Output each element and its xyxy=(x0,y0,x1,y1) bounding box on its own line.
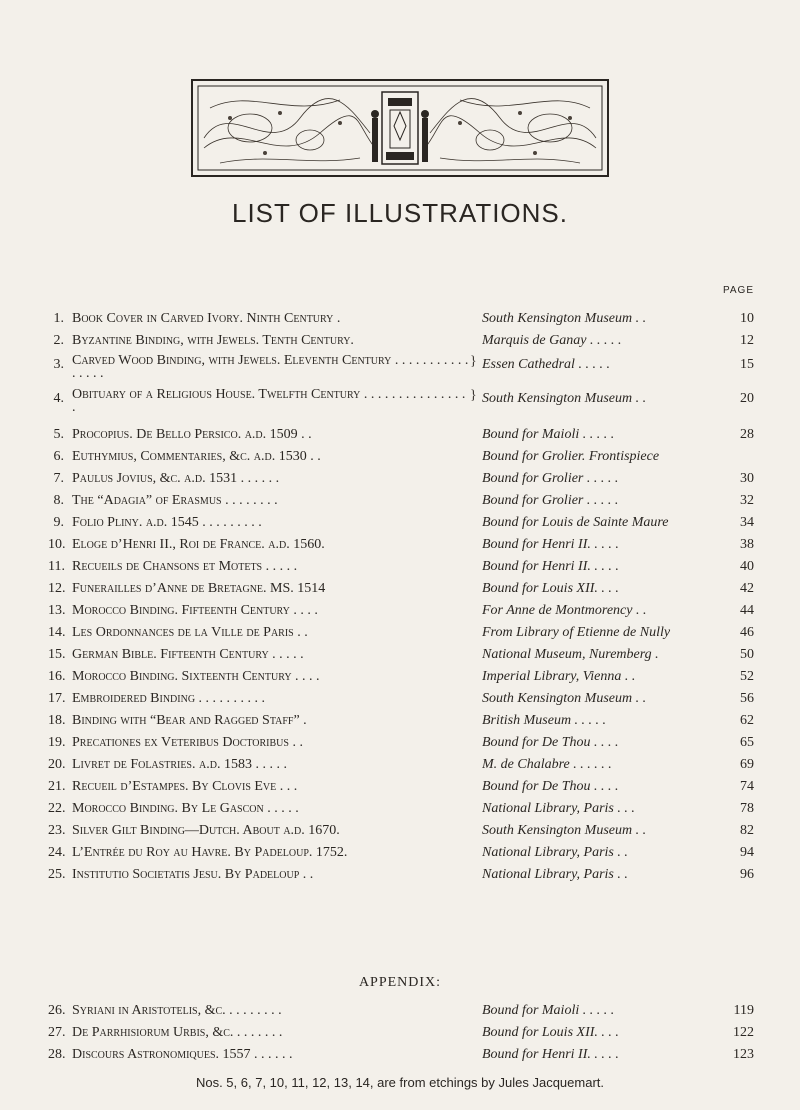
item-page: 42 xyxy=(740,581,754,596)
item-number: 3 . xyxy=(48,357,64,373)
item-number: 4 . xyxy=(48,391,64,407)
item-page: 50 xyxy=(740,647,754,662)
item-number: 6 . xyxy=(48,449,64,465)
item-page: 69 xyxy=(740,757,754,772)
item-title: Euthymius, Commentaries, &c. a.d. 1530 . . xyxy=(72,449,321,464)
item-source: M. de Chalabre . . . . . . xyxy=(482,757,612,772)
item-title: Carved Wood Binding, with Jewels. Eleventh Century . . . . . . . . . . . . . . . . xyxy=(72,354,469,380)
item-number: 21 . xyxy=(48,779,64,795)
item-title: Recueils de Chansons et Motets . . . . . xyxy=(72,559,298,574)
item-page: 62 xyxy=(740,713,754,728)
item-source: Bound for Louis XII. . . . xyxy=(482,1025,619,1040)
item-number: 24 . xyxy=(48,845,64,861)
item-number: 11 . xyxy=(48,559,64,575)
item-page: 56 xyxy=(740,691,754,706)
item-page: 20 xyxy=(740,391,754,406)
item-title: The “Adagia” of Erasmus . . . . . . . . xyxy=(72,493,278,508)
item-page: 12 xyxy=(740,333,754,348)
item-number: 15 . xyxy=(48,647,64,663)
item-number: 18 . xyxy=(48,713,64,729)
footnote: Nos. 5, 6, 7, 10, 11, 12, 13, 14, are from etchings by Jules Jacquemart. xyxy=(195,1075,605,1090)
item-source: South Kensington Museum . . xyxy=(482,691,647,706)
appendix-heading: APPENDIX: xyxy=(358,975,442,990)
item-title: Morocco Binding. By Le Gascon . . . . . xyxy=(72,801,299,816)
item-page: 38 xyxy=(740,537,754,552)
item-source: Bound for De Thou . . . . xyxy=(482,779,619,794)
item-source: Bound for Henri II. . . . . xyxy=(482,1047,619,1062)
item-source: Bound for Maioli . . . . . xyxy=(482,427,615,442)
item-source: Essen Cathedral . . . . . xyxy=(482,357,610,372)
item-source: Bound for Maioli . . . . . xyxy=(482,1003,615,1018)
item-number: 16 . xyxy=(48,669,64,685)
item-title: Recueil d’Estampes. By Clovis Eve . . . xyxy=(72,779,298,794)
item-page: 96 xyxy=(740,867,754,882)
item-number: 19 . xyxy=(48,735,64,751)
item-page: 46 xyxy=(740,625,754,640)
item-title: Morocco Binding. Fifteenth Century . . . . xyxy=(72,603,318,618)
item-title: Book Cover in Carved Ivory. Ninth Century . xyxy=(72,311,341,326)
item-page: 32 xyxy=(740,493,754,508)
item-source: Imperial Library, Vienna . . xyxy=(482,669,636,684)
item-page: 119 xyxy=(733,1003,754,1018)
item-page: 94 xyxy=(740,845,754,860)
item-number: 14 . xyxy=(48,625,64,641)
item-number: 7 . xyxy=(48,471,64,487)
item-number: 8 . xyxy=(48,493,64,509)
item-number: 9 . xyxy=(48,515,64,531)
item-source: National Museum, Nuremberg . xyxy=(482,647,659,662)
item-source: For Anne de Montmorency . . xyxy=(482,603,647,618)
item-number: 27 . xyxy=(48,1025,64,1041)
item-title: German Bible. Fifteenth Century . . . . . xyxy=(72,647,304,662)
item-number: 25 . xyxy=(48,867,64,883)
item-page: 78 xyxy=(740,801,754,816)
item-source: Bound for Henri II. . . . . xyxy=(482,559,619,574)
item-source: Bound for Louis XII. . . . xyxy=(482,581,619,596)
item-page: 122 xyxy=(733,1025,754,1040)
item-source: Bound for Grolier. Frontispiece xyxy=(482,449,660,464)
item-title: Syriani in Aristotelis, &c. . . . . . . . . xyxy=(72,1003,282,1018)
item-title: Livret de Folastries. a.d. 1583 . . . . . xyxy=(72,757,287,772)
item-number: 13 . xyxy=(48,603,64,619)
item-title: Silver Gilt Binding—Dutch. About a.d. 1670. xyxy=(72,823,340,838)
item-source: South Kensington Museum . . xyxy=(482,823,647,838)
page-title: LIST OF ILLUSTRATIONS. xyxy=(232,198,568,228)
item-title: Procopius. De Bello Persico. a.d. 1509 . . xyxy=(72,427,312,442)
item-title: Les Ordonnances de la Ville de Paris . . xyxy=(72,625,308,640)
item-title: De Parrhisiorum Urbis, &c. . . . . . . . xyxy=(72,1025,283,1040)
item-page: 65 xyxy=(740,735,754,750)
brace-glyph: } xyxy=(470,388,477,403)
item-page: 34 xyxy=(740,515,754,530)
item-source: South Kensington Museum . . xyxy=(482,391,647,406)
item-source: Bound for Grolier . . . . . xyxy=(482,471,619,486)
item-source: National Library, Paris . . . xyxy=(482,801,635,816)
item-source: From Library of Etienne de Nully xyxy=(482,625,671,640)
item-number: 26 . xyxy=(48,1003,64,1019)
item-page: 28 xyxy=(740,427,754,442)
item-number: 5 . xyxy=(48,427,64,443)
item-page: 30 xyxy=(740,471,754,486)
item-page: 82 xyxy=(740,823,754,838)
item-number: 22 . xyxy=(48,801,64,817)
item-number: 2 . xyxy=(48,333,64,349)
item-title: Obituary of a Religious House. Twelfth Century . . . . . . . . . . . . . . . . xyxy=(72,388,466,414)
item-source: South Kensington Museum . . xyxy=(482,311,647,326)
item-title: Folio Pliny. a.d. 1545 . . . . . . . . . xyxy=(72,515,262,530)
item-page: 44 xyxy=(740,603,754,618)
item-source: Bound for Henri II. . . . . xyxy=(482,537,619,552)
item-title: Morocco Binding. Sixteenth Century . . . . xyxy=(72,669,320,684)
item-number: 17 . xyxy=(48,691,64,707)
item-number: 12 . xyxy=(48,581,64,597)
item-title: Embroidered Binding . . . . . . . . . . xyxy=(72,691,266,706)
item-page: 74 xyxy=(740,779,754,794)
item-title: Byzantine Binding, with Jewels. Tenth Century. xyxy=(72,333,354,348)
item-title: Eloge d’Henri II., Roi de France. a.d. 1560. xyxy=(72,537,325,552)
headpiece-engraving-image xyxy=(190,78,610,178)
item-page: 10 xyxy=(740,311,754,326)
page-column-header: PAGE xyxy=(722,285,754,296)
item-number: 28 . xyxy=(48,1047,64,1063)
item-page: 40 xyxy=(740,559,754,574)
brace-glyph: } xyxy=(470,354,477,369)
item-number: 1 . xyxy=(48,311,64,327)
item-title: Discours Astronomiques. 1557 . . . . . . xyxy=(72,1047,293,1062)
item-source: Bound for Louis de Sainte Maure xyxy=(482,515,669,530)
item-number: 10 . xyxy=(48,537,64,553)
item-page: 15 xyxy=(740,357,754,372)
item-title: Funerailles d’Anne de Bretagne. MS. 1514 xyxy=(72,581,326,596)
item-source: Bound for Grolier . . . . . xyxy=(482,493,619,508)
item-title: L’Entrée du Roy au Havre. By Padeloup. 1752. xyxy=(72,845,348,860)
item-title: Institutio Societatis Jesu. By Padeloup . . xyxy=(72,867,314,882)
item-source: National Library, Paris . . xyxy=(482,867,628,882)
item-source: Marquis de Ganay . . . . . xyxy=(482,333,622,348)
item-title: Precationes ex Veteribus Doctoribus . . xyxy=(72,735,303,750)
item-source: National Library, Paris . . xyxy=(482,845,628,860)
item-page: 52 xyxy=(740,669,754,684)
item-source: British Museum . . . . . xyxy=(482,713,607,728)
item-page: 123 xyxy=(733,1047,754,1062)
item-number: 20 . xyxy=(48,757,64,773)
item-title: Binding with “Bear and Ragged Staff” . xyxy=(72,713,307,728)
item-number: 23 . xyxy=(48,823,64,839)
item-source: Bound for De Thou . . . . xyxy=(482,735,619,750)
item-title: Paulus Jovius, &c. a.d. 1531 . . . . . . xyxy=(72,471,280,486)
